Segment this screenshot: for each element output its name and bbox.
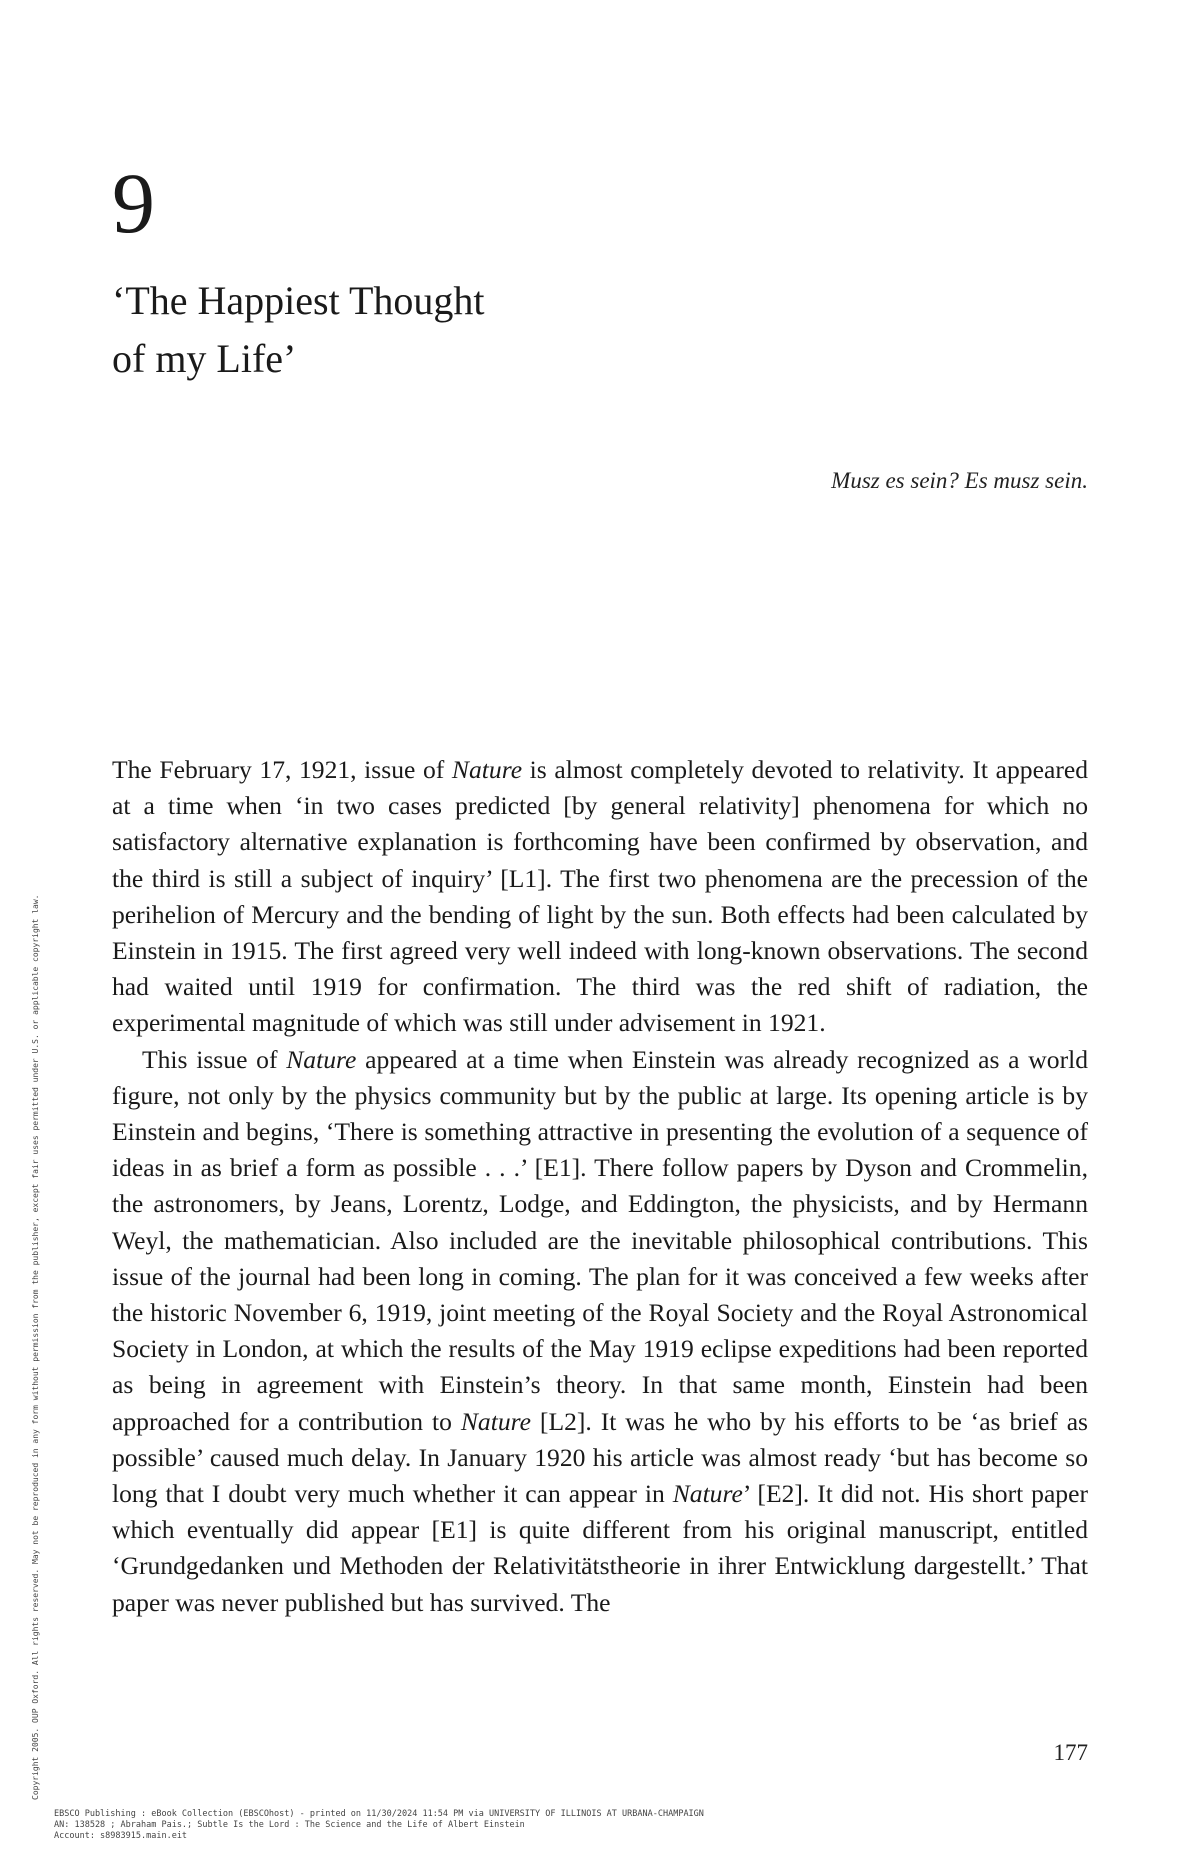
body-paragraph <box>112 752 1088 1042</box>
chapter-title <box>112 272 712 388</box>
paragraph-text: The February 17, 1921, issue of <box>112 755 452 784</box>
paragraph-text: This issue of <box>142 1044 287 1074</box>
ebsco-footer <box>54 1809 1164 1842</box>
italic-title-text: Nature <box>286 1044 357 1074</box>
copyright-side-note: Copyright 2005. OUP Oxford. All rights reserved. May not be reproduced in any form without permission from the publisher, except fair uses permitted under U.S. or applicable copyright law. <box>31 894 40 1800</box>
body-text <box>112 752 1088 1621</box>
footer-line: AN: 138528 ; Abraham Pais.; Subtle Is the Lord : The Science and the Life of Albert Einstein <box>54 1820 525 1830</box>
italic-title-text: Nature <box>460 1406 531 1436</box>
paragraph-text: appeared at a time when Einstein was already recognized as a world figure, not only by the physics community but by the public at large. Its opening article is by Einstein and begins, ‘There is something attractive in presenting the evolution of a sequence of ideas in as brief a form as possible . . .’ [E1]. There follow papers by Dyson and Crommelin, the astronomers, by Jeans, Lorentz, Lodge, and Eddington, the physicists, and by Hermann Weyl, the mathematician. Also included are the inevitable philosophical contributions. This issue of the journal had been long in coming. The plan for it was conceived a few weeks after the historic November 6, 1919, joint meeting of the Royal Society and the Royal Astronomical Society in London, at which the results of the May 1919 eclipse expeditions had been reported as being in agreement with Einstein’s theory. In that same month, Einstein had been approached for a contribution to <box>112 1044 1088 1436</box>
paragraph-text: is almost completely devoted to relativity. It appeared at a time when ‘in two cases predicted [by general relativity] phenomena for which no satisfactory alternative explanation is forthcoming have been confirmed by observation, and the third is still a subject of inquiry’ [L1]. The first two phenomena are the precession of the perihelion of Mercury and the bending of light by the sun. Both effects had been calculated by Einstein in 1915. The first agreed very well indeed with long-known observations. The second had waited until 1919 for confirmation. The third was the red shift of radiation, the experimental magnitude of which was still under advisement in 1921. <box>112 755 1088 1038</box>
italic-title-text: Nature <box>672 1479 743 1509</box>
epigraph: Musz es sein? Es musz sein. <box>831 468 1088 493</box>
paragraph-text: [L2]. It was he who by his efforts to be ‘as brief as possible’ caused much delay. In January 1920 his article was almost ready ‘but has become so long that I doubt very much whether it can appear in <box>112 1406 1089 1509</box>
chapter-title-line-1: ‘The Happiest Thought <box>112 278 485 323</box>
page-number: 177 <box>1053 1740 1088 1765</box>
footer-line: Account: s8983915.main.eit <box>54 1831 188 1841</box>
paragraph-text: ’ [E2]. It did not. His short paper which eventually did appear [E1] is quite different from his original manuscript, entitled ‘Grundgedanken und Methoden der Relativitätstheorie in ihrer Entwicklung dargestellt.’ That paper was never published but has survived. The <box>112 1479 1088 1617</box>
chapter-number: 9 <box>112 155 155 251</box>
chapter-title-line-2: of my Life’ <box>112 336 297 381</box>
body-paragraph <box>112 1042 1088 1621</box>
italic-title-text: Nature <box>451 755 523 784</box>
footer-line: EBSCO Publishing : eBook Collection (EBSCOhost) - printed on 11/30/2024 11:54 PM via UNIVERSITY OF ILLINOIS AT URBANA-CHAMPAIGN <box>54 1809 704 1819</box>
